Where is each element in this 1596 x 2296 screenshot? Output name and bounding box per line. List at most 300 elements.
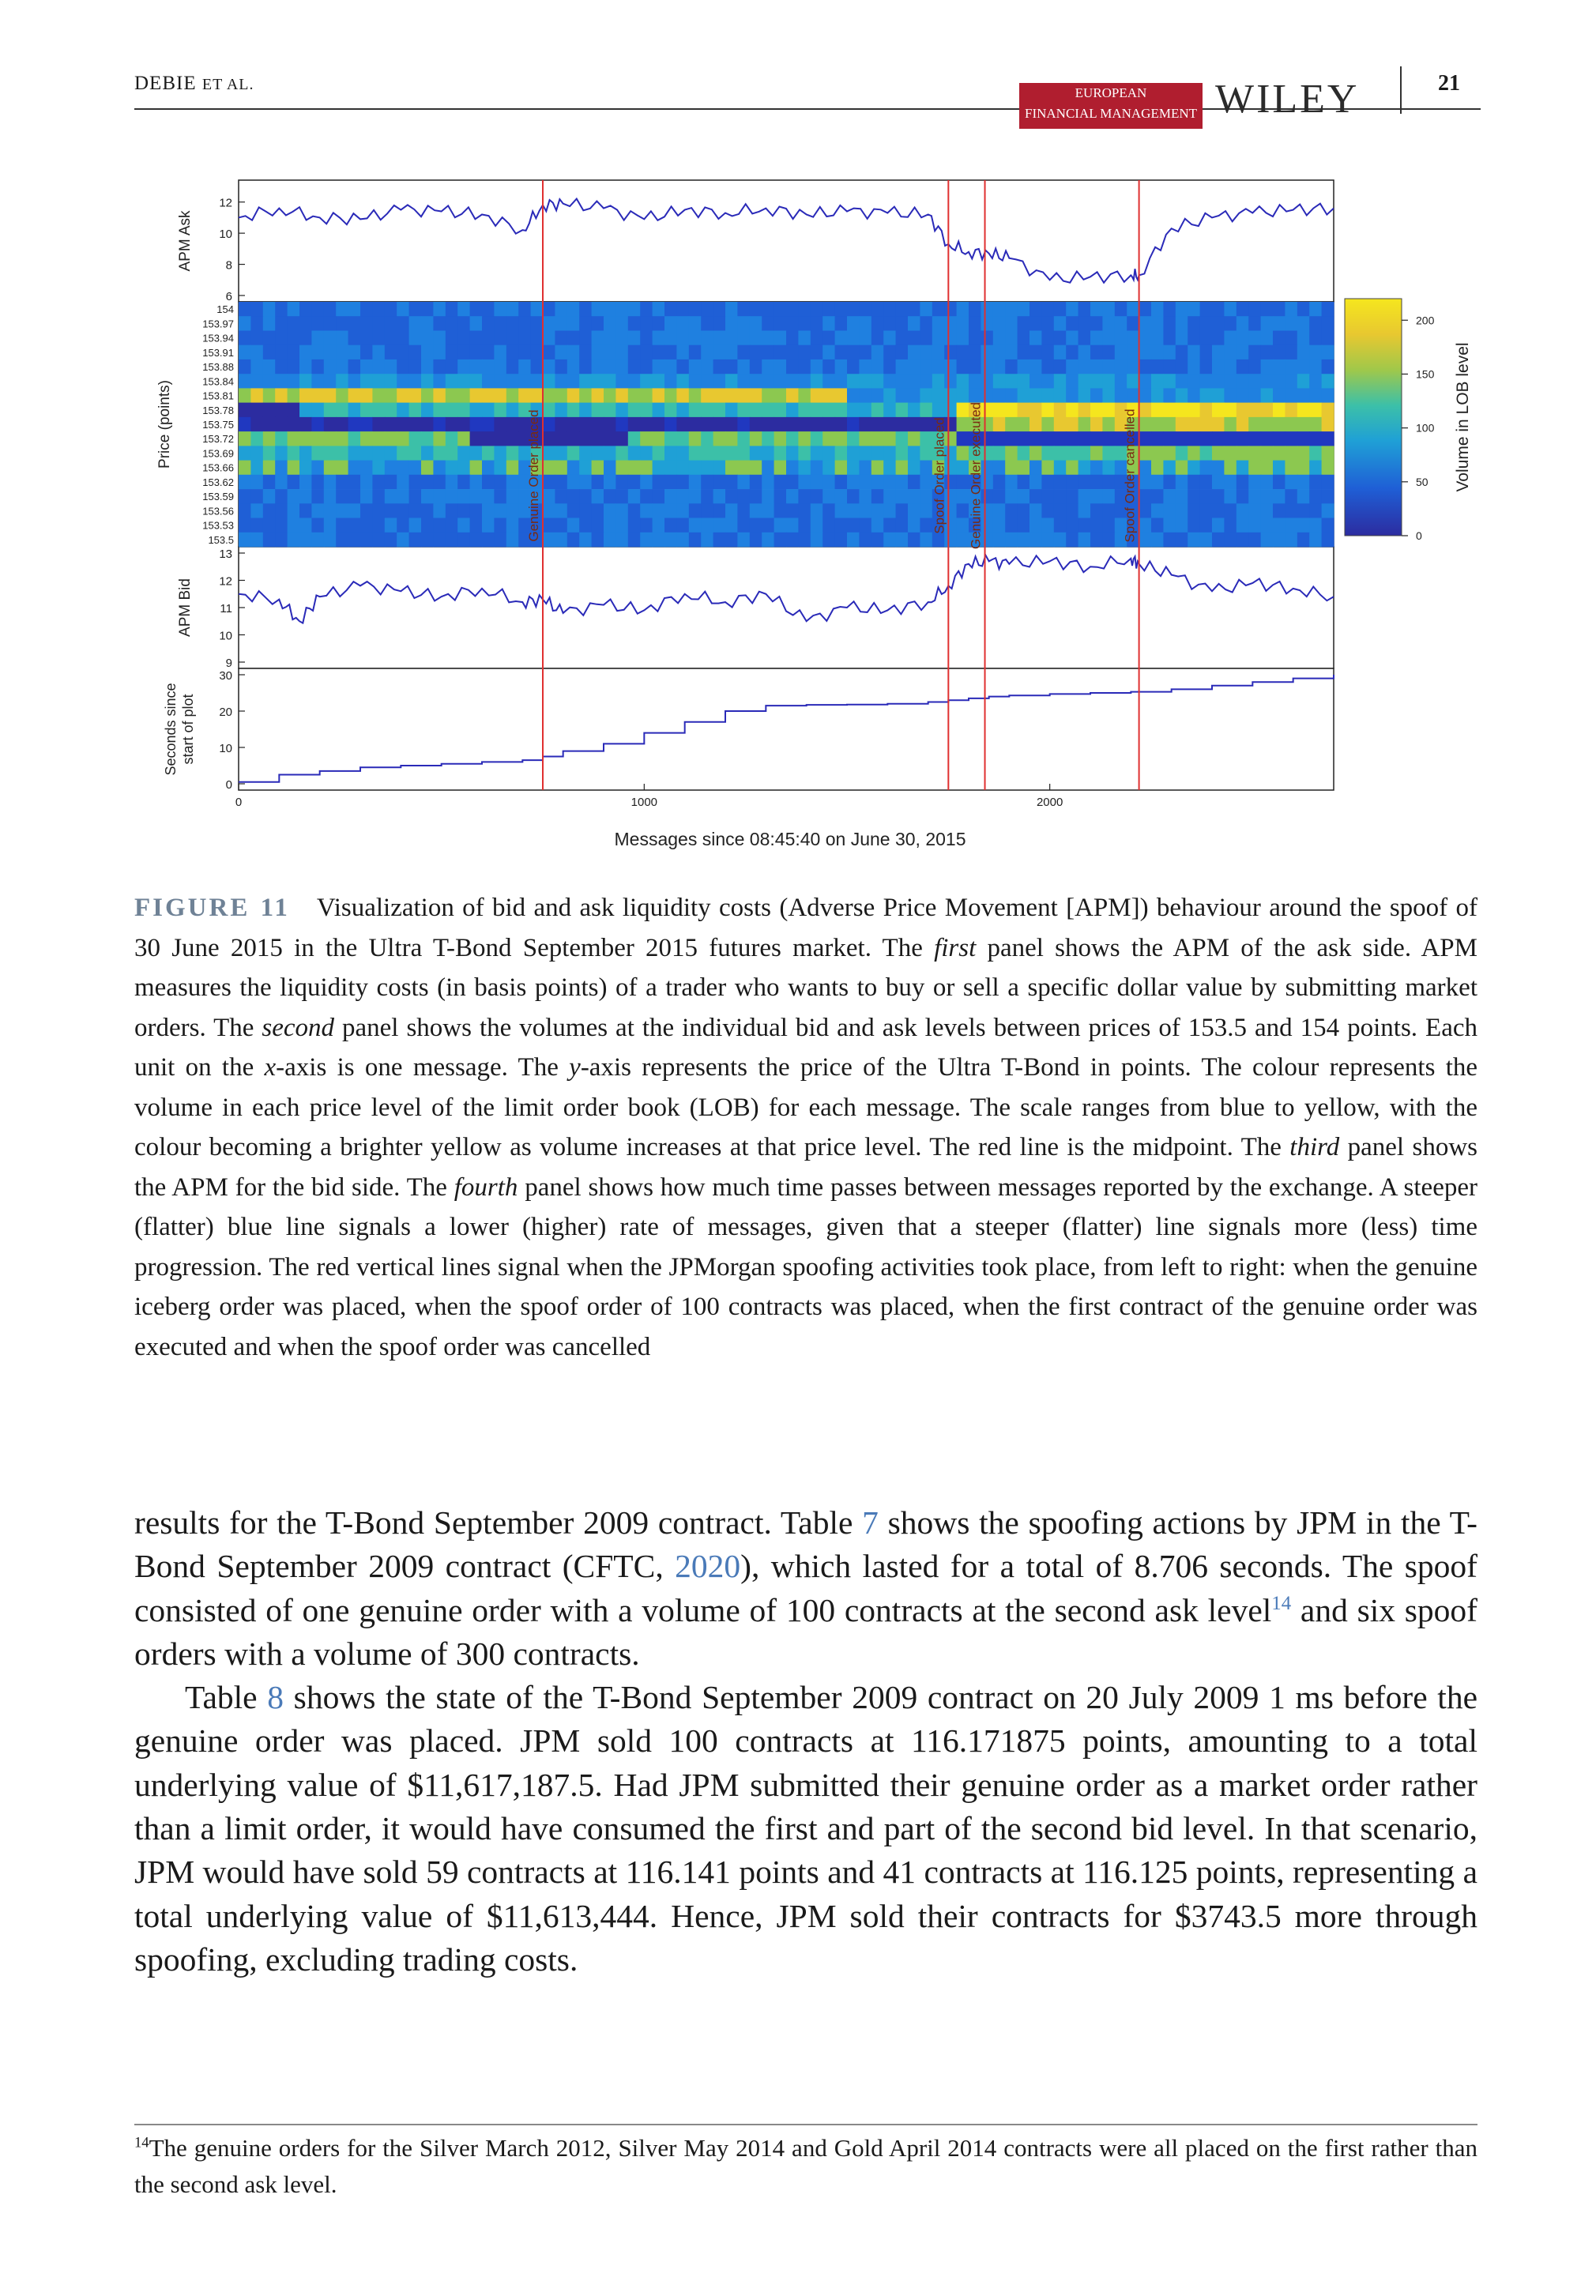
heatmap-cell xyxy=(1176,475,1188,490)
figure-caption xyxy=(134,888,1477,1367)
heatmap-cell xyxy=(288,374,300,389)
heatmap-cell xyxy=(847,302,860,317)
heatmap-cell xyxy=(567,316,580,331)
heatmap-cell xyxy=(348,359,361,375)
bid-ylabel: APM Bid xyxy=(177,578,194,637)
heatmap-cell xyxy=(446,316,458,331)
heatmap-cell xyxy=(579,345,592,360)
colorbar-tick-label: 50 xyxy=(1416,475,1428,488)
heatmap-cell xyxy=(482,345,495,360)
heatmap-cell xyxy=(957,461,969,476)
heatmap-cell xyxy=(1200,403,1213,418)
heatmap-cell xyxy=(239,345,251,360)
heatmap-cell xyxy=(1078,503,1091,518)
heatmap-cell xyxy=(299,446,312,461)
heatmap-cell xyxy=(1102,518,1115,533)
heatmap-cell xyxy=(811,331,823,346)
heatmap-cell xyxy=(1151,461,1164,476)
heatmap-cell xyxy=(1005,431,1018,446)
heatmap-cell xyxy=(859,503,871,518)
heatmap-cell xyxy=(871,316,884,331)
heatmap-cell xyxy=(1078,518,1091,533)
time-ytick-label: 30 xyxy=(219,669,232,683)
heatmap-cell xyxy=(263,359,276,375)
heatmap-cell xyxy=(311,403,324,418)
heatmap-cell xyxy=(1309,345,1322,360)
heatmap-cell xyxy=(701,461,713,476)
heatmap-cell xyxy=(421,503,434,518)
heatmap-cell xyxy=(385,302,397,317)
heatmap-cell xyxy=(1078,374,1091,389)
heatmap-cell xyxy=(567,461,580,476)
heatmap-cell xyxy=(324,316,337,331)
heatmap-cell xyxy=(944,345,957,360)
heatmap-cell xyxy=(1018,431,1030,446)
heatmap-cell xyxy=(798,461,811,476)
heatmap-cell xyxy=(1224,417,1237,432)
heatmap-cell xyxy=(482,533,495,548)
heatmap-cell xyxy=(1261,518,1274,533)
heatmap-cell xyxy=(1285,475,1297,490)
heatmap-cell xyxy=(993,359,1006,375)
heatmap-cell xyxy=(920,388,932,403)
heatmap-cell xyxy=(239,461,251,476)
heatmap-cell xyxy=(1176,359,1188,375)
heatmap-cell xyxy=(615,403,628,418)
heatmap-cell xyxy=(1176,388,1188,403)
heatmap-cell xyxy=(299,316,312,331)
heatmap-cell xyxy=(360,345,373,360)
heatmap-cell xyxy=(847,417,860,432)
heatmap-cell xyxy=(433,359,446,375)
heatmap-cell xyxy=(847,431,860,446)
heatmap-cell xyxy=(311,345,324,360)
heatmap-cell xyxy=(311,503,324,518)
heatmap-cell xyxy=(1200,503,1213,518)
heatmap-cell xyxy=(1188,503,1200,518)
heatmap-cell xyxy=(250,302,263,317)
heatmap-cell xyxy=(336,503,348,518)
heatmap-cell xyxy=(592,302,604,317)
heatmap-cell xyxy=(592,403,604,418)
heatmap-cell xyxy=(543,489,555,504)
heatmap-cell xyxy=(871,374,884,389)
heatmap-cell xyxy=(689,331,702,346)
heatmap-cell xyxy=(1273,475,1285,490)
heatmap-cell xyxy=(1322,331,1334,346)
heatmap-cell xyxy=(433,461,446,476)
caption-text: panel shows the volumes at the individual bid and ask levels between prices of 153.5 and 154 points. Each unit on the xyxy=(134,1013,1477,1082)
heatmap-cell xyxy=(725,388,738,403)
heatmap-cell xyxy=(506,345,519,360)
heatmap-cell xyxy=(446,388,458,403)
heatmap-cell xyxy=(640,403,653,418)
heatmap-cell xyxy=(1200,374,1213,389)
heatmap-cell xyxy=(1066,331,1078,346)
heatmap-cell xyxy=(579,503,592,518)
heatmap-cell xyxy=(457,446,470,461)
price-level-label: 153.94 xyxy=(202,332,234,344)
event-label: Spoof Order cancelled xyxy=(1122,408,1138,543)
heatmap-cell xyxy=(701,503,713,518)
footnote-marker[interactable]: 14 xyxy=(1271,1592,1292,1614)
heatmap-cell xyxy=(689,518,702,533)
heatmap-cell xyxy=(397,374,409,389)
heatmap-cell xyxy=(263,533,276,548)
heatmap-cell xyxy=(896,461,909,476)
heatmap-cell xyxy=(1224,461,1237,476)
heatmap-cell xyxy=(1041,417,1054,432)
heatmap-cell xyxy=(1285,316,1297,331)
heatmap-cell xyxy=(1237,302,1249,317)
heatmap-cell xyxy=(1018,359,1030,375)
heatmap-cell xyxy=(1102,417,1115,432)
heatmap-cell xyxy=(871,331,884,346)
heatmap-cell xyxy=(993,388,1006,403)
heatmap-cell xyxy=(628,302,641,317)
heatmap-cell xyxy=(664,533,677,548)
heatmap-cell xyxy=(433,403,446,418)
heatmap-cell xyxy=(299,533,312,548)
heatmap-cell xyxy=(835,503,848,518)
heatmap-cell xyxy=(555,374,567,389)
heatmap-cell xyxy=(1090,388,1103,403)
heatmap-cell xyxy=(1273,431,1285,446)
heatmap-cell xyxy=(664,503,677,518)
table-ref-link[interactable]: 7 xyxy=(862,1504,879,1541)
heatmap-cell xyxy=(457,403,470,418)
heatmap-cell xyxy=(628,388,641,403)
heatmap-cell xyxy=(555,316,567,331)
footnote-number: 14 xyxy=(134,2134,149,2151)
heatmap-cell xyxy=(1029,359,1042,375)
colorbar xyxy=(1345,299,1402,536)
heatmap-cell xyxy=(896,359,909,375)
heatmap-cell xyxy=(263,302,276,317)
heatmap-cell xyxy=(239,489,251,504)
heatmap-cell xyxy=(640,475,653,490)
heatmap-cell xyxy=(275,431,288,446)
heatmap-cell xyxy=(774,359,787,375)
heatmap-cell xyxy=(957,446,969,461)
heatmap-cell xyxy=(457,475,470,490)
heatmap-cell xyxy=(1005,475,1018,490)
heatmap-cell xyxy=(506,518,519,533)
citation-link[interactable]: 2020 xyxy=(675,1548,741,1585)
heatmap-cell xyxy=(531,374,544,389)
heatmap-cell xyxy=(336,533,348,548)
heatmap-cell xyxy=(1127,345,1139,360)
heatmap-cell xyxy=(750,503,762,518)
heatmap-cell xyxy=(348,533,361,548)
heatmap-cell xyxy=(567,518,580,533)
heatmap-cell xyxy=(822,302,835,317)
heatmap-cell xyxy=(250,461,263,476)
heatmap-cell xyxy=(1212,345,1225,360)
heatmap-cell xyxy=(1322,316,1334,331)
heatmap-cell xyxy=(786,331,799,346)
heatmap-cell xyxy=(543,316,555,331)
heatmap-cell xyxy=(713,431,726,446)
heatmap-cell xyxy=(1102,461,1115,476)
heatmap-cell xyxy=(701,417,713,432)
heatmap-cell xyxy=(348,403,361,418)
heatmap-cell xyxy=(555,518,567,533)
caption-emph: x xyxy=(264,1053,277,1082)
heatmap-cell xyxy=(1273,302,1285,317)
heatmap-cell xyxy=(1176,374,1188,389)
heatmap-cell xyxy=(615,359,628,375)
heatmap-cell xyxy=(713,489,726,504)
heatmap-cell xyxy=(1248,518,1261,533)
heatmap-cell xyxy=(1212,489,1225,504)
heatmap-cell xyxy=(1297,316,1310,331)
heatmap-cell xyxy=(385,475,397,490)
heatmap-cell xyxy=(1018,461,1030,476)
heatmap-cell xyxy=(579,475,592,490)
heatmap-cell xyxy=(1029,489,1042,504)
heatmap-cell xyxy=(494,374,506,389)
heatmap-cell xyxy=(409,518,422,533)
heatmap-cell xyxy=(1322,302,1334,317)
heatmap-cell xyxy=(421,489,434,504)
heatmap-cell xyxy=(506,417,519,432)
heatmap-cell xyxy=(1261,316,1274,331)
heatmap-cell xyxy=(762,388,774,403)
heatmap-cell xyxy=(567,331,580,346)
heatmap-cell xyxy=(385,417,397,432)
heatmap-cell xyxy=(336,374,348,389)
heatmap-cell xyxy=(482,302,495,317)
heatmap-cell xyxy=(664,446,677,461)
heatmap-cell xyxy=(1212,518,1225,533)
heatmap-cell xyxy=(482,475,495,490)
heatmap-cell xyxy=(1248,533,1261,548)
heatmap-cell xyxy=(737,503,750,518)
heatmap-cell xyxy=(567,417,580,432)
heatmap-cell xyxy=(1322,475,1334,490)
heatmap-cell xyxy=(275,359,288,375)
heatmap-cell xyxy=(1066,302,1078,317)
heatmap-cell xyxy=(871,475,884,490)
heatmap-cell xyxy=(737,461,750,476)
heatmap-cell xyxy=(1054,331,1067,346)
heatmap-cell xyxy=(1127,331,1139,346)
heatmap-cell xyxy=(506,489,519,504)
heatmap-cell xyxy=(531,345,544,360)
heatmap-cell xyxy=(482,374,495,389)
heatmap-cell xyxy=(920,503,932,518)
heatmap-cell xyxy=(1041,475,1054,490)
heatmap-cell xyxy=(653,316,665,331)
heatmap-cell xyxy=(1151,431,1164,446)
heatmap-cell xyxy=(908,302,920,317)
heatmap-cell xyxy=(908,345,920,360)
heatmap-cell xyxy=(750,403,762,418)
heatmap-cell xyxy=(433,345,446,360)
heatmap-cell xyxy=(372,316,385,331)
heatmap-cell xyxy=(1078,302,1091,317)
heatmap-cell xyxy=(1139,345,1152,360)
heatmap-cell xyxy=(1297,302,1310,317)
heatmap-cell xyxy=(883,431,896,446)
heatmap-cell xyxy=(1188,446,1200,461)
heatmap-cell xyxy=(920,446,932,461)
heatmap-cell xyxy=(908,461,920,476)
heatmap-cell xyxy=(1212,359,1225,375)
heatmap-cell xyxy=(288,316,300,331)
heatmap-cell xyxy=(372,533,385,548)
heatmap-cell xyxy=(798,302,811,317)
heatmap-cell xyxy=(275,316,288,331)
heatmap-cell xyxy=(1237,461,1249,476)
heatmap-cell xyxy=(847,489,860,504)
heatmap-cell xyxy=(615,345,628,360)
heatmap-cell xyxy=(250,475,263,490)
heatmap-cell xyxy=(701,302,713,317)
heatmap-cell xyxy=(640,374,653,389)
heatmap-cell xyxy=(847,316,860,331)
heatmap-cell xyxy=(822,345,835,360)
heatmap-cell xyxy=(1285,461,1297,476)
heatmap-cell xyxy=(506,388,519,403)
price-level-label: 153.84 xyxy=(202,375,234,388)
heatmap-cell xyxy=(640,316,653,331)
heatmap-cell xyxy=(1018,374,1030,389)
heatmap-cell xyxy=(567,431,580,446)
heatmap-cell xyxy=(239,446,251,461)
heatmap-cell xyxy=(1285,374,1297,389)
heatmap-cell xyxy=(762,345,774,360)
heatmap-cell xyxy=(1066,489,1078,504)
heatmap-cell xyxy=(482,388,495,403)
heatmap-cell xyxy=(883,388,896,403)
heatmap-cell xyxy=(604,533,616,548)
heatmap-cell xyxy=(871,503,884,518)
heatmap-cell xyxy=(713,461,726,476)
heatmap-cell xyxy=(311,374,324,389)
heatmap-cell xyxy=(993,431,1006,446)
heatmap-cell xyxy=(531,302,544,317)
heatmap-cell xyxy=(288,489,300,504)
heatmap-cell xyxy=(1018,475,1030,490)
heatmap-cell xyxy=(653,431,665,446)
heatmap-cell xyxy=(896,316,909,331)
heatmap-cell xyxy=(811,403,823,418)
heatmap-cell xyxy=(470,417,483,432)
heatmap-cell xyxy=(518,359,531,375)
heatmap-cell xyxy=(725,533,738,548)
heatmap-cell xyxy=(275,345,288,360)
heatmap-cell xyxy=(762,489,774,504)
heatmap-cell xyxy=(1054,446,1067,461)
heatmap-cell xyxy=(397,475,409,490)
heatmap-cell xyxy=(592,331,604,346)
heatmap-cell xyxy=(1115,331,1127,346)
heatmap-cell xyxy=(737,374,750,389)
heatmap-cell xyxy=(871,345,884,360)
heatmap-cell xyxy=(653,461,665,476)
heatmap-cell xyxy=(1005,374,1018,389)
heatmap-cell xyxy=(275,331,288,346)
heatmap-cell xyxy=(299,374,312,389)
heatmap-cell xyxy=(1273,388,1285,403)
ask-ytick-label: 10 xyxy=(219,228,232,242)
heatmap-cell xyxy=(1322,374,1334,389)
heatmap-cell xyxy=(981,302,993,317)
heatmap-cell xyxy=(288,518,300,533)
heatmap-cell xyxy=(506,475,519,490)
heatmap-cell xyxy=(689,359,702,375)
heatmap-cell xyxy=(288,403,300,418)
heatmap-cell xyxy=(288,388,300,403)
heatmap-cell xyxy=(737,431,750,446)
heatmap-cell xyxy=(409,461,422,476)
heatmap-cell xyxy=(1115,316,1127,331)
heatmap-cell xyxy=(579,388,592,403)
heatmap-cell xyxy=(555,417,567,432)
heatmap-cell xyxy=(336,518,348,533)
price-level-label: 153.91 xyxy=(202,346,234,359)
heatmap-cell xyxy=(457,345,470,360)
heatmap-cell xyxy=(1273,533,1285,548)
heatmap-cell xyxy=(1078,359,1091,375)
heatmap-cell xyxy=(348,489,361,504)
heatmap-cell xyxy=(957,316,969,331)
heatmap-cell xyxy=(1102,431,1115,446)
heatmap-cell xyxy=(1273,316,1285,331)
heatmap-cell xyxy=(1090,446,1103,461)
heatmap-cell xyxy=(348,475,361,490)
heatmap-cell xyxy=(250,345,263,360)
heatmap-cell xyxy=(263,374,276,389)
heatmap-cell xyxy=(981,374,993,389)
heatmap-cell xyxy=(470,503,483,518)
heatmap-cell xyxy=(275,403,288,418)
heatmap-cell xyxy=(1188,475,1200,490)
heatmap-cell xyxy=(689,302,702,317)
heatmap-cell xyxy=(543,374,555,389)
heatmap-cell xyxy=(1212,417,1225,432)
heatmap-cell xyxy=(263,475,276,490)
heatmap-cell xyxy=(1188,533,1200,548)
heatmap-cell xyxy=(1163,403,1176,418)
heatmap-cell xyxy=(615,302,628,317)
heatmap-cell xyxy=(1139,475,1152,490)
heatmap-cell xyxy=(239,503,251,518)
heatmap-cell xyxy=(348,316,361,331)
heatmap-cell xyxy=(689,461,702,476)
author-suffix: ET AL. xyxy=(201,76,254,93)
heatmap-cell xyxy=(1151,374,1164,389)
heatmap-cell xyxy=(1285,446,1297,461)
heatmap-cell xyxy=(1297,489,1310,504)
caption-emph: first xyxy=(934,933,977,962)
table-ref-link[interactable]: 8 xyxy=(267,1679,284,1716)
heatmap-cell xyxy=(653,331,665,346)
heatmap-cell xyxy=(1212,475,1225,490)
heatmap-cell xyxy=(604,403,616,418)
heatmap-cell xyxy=(774,403,787,418)
heatmap-cell xyxy=(725,331,738,346)
heatmap-cell xyxy=(336,403,348,418)
heatmap-cell xyxy=(859,331,871,346)
heatmap-cell xyxy=(762,431,774,446)
heatmap-cell xyxy=(615,475,628,490)
heatmap-cell xyxy=(604,316,616,331)
heatmap-cell xyxy=(798,518,811,533)
heatmap-cell xyxy=(470,345,483,360)
